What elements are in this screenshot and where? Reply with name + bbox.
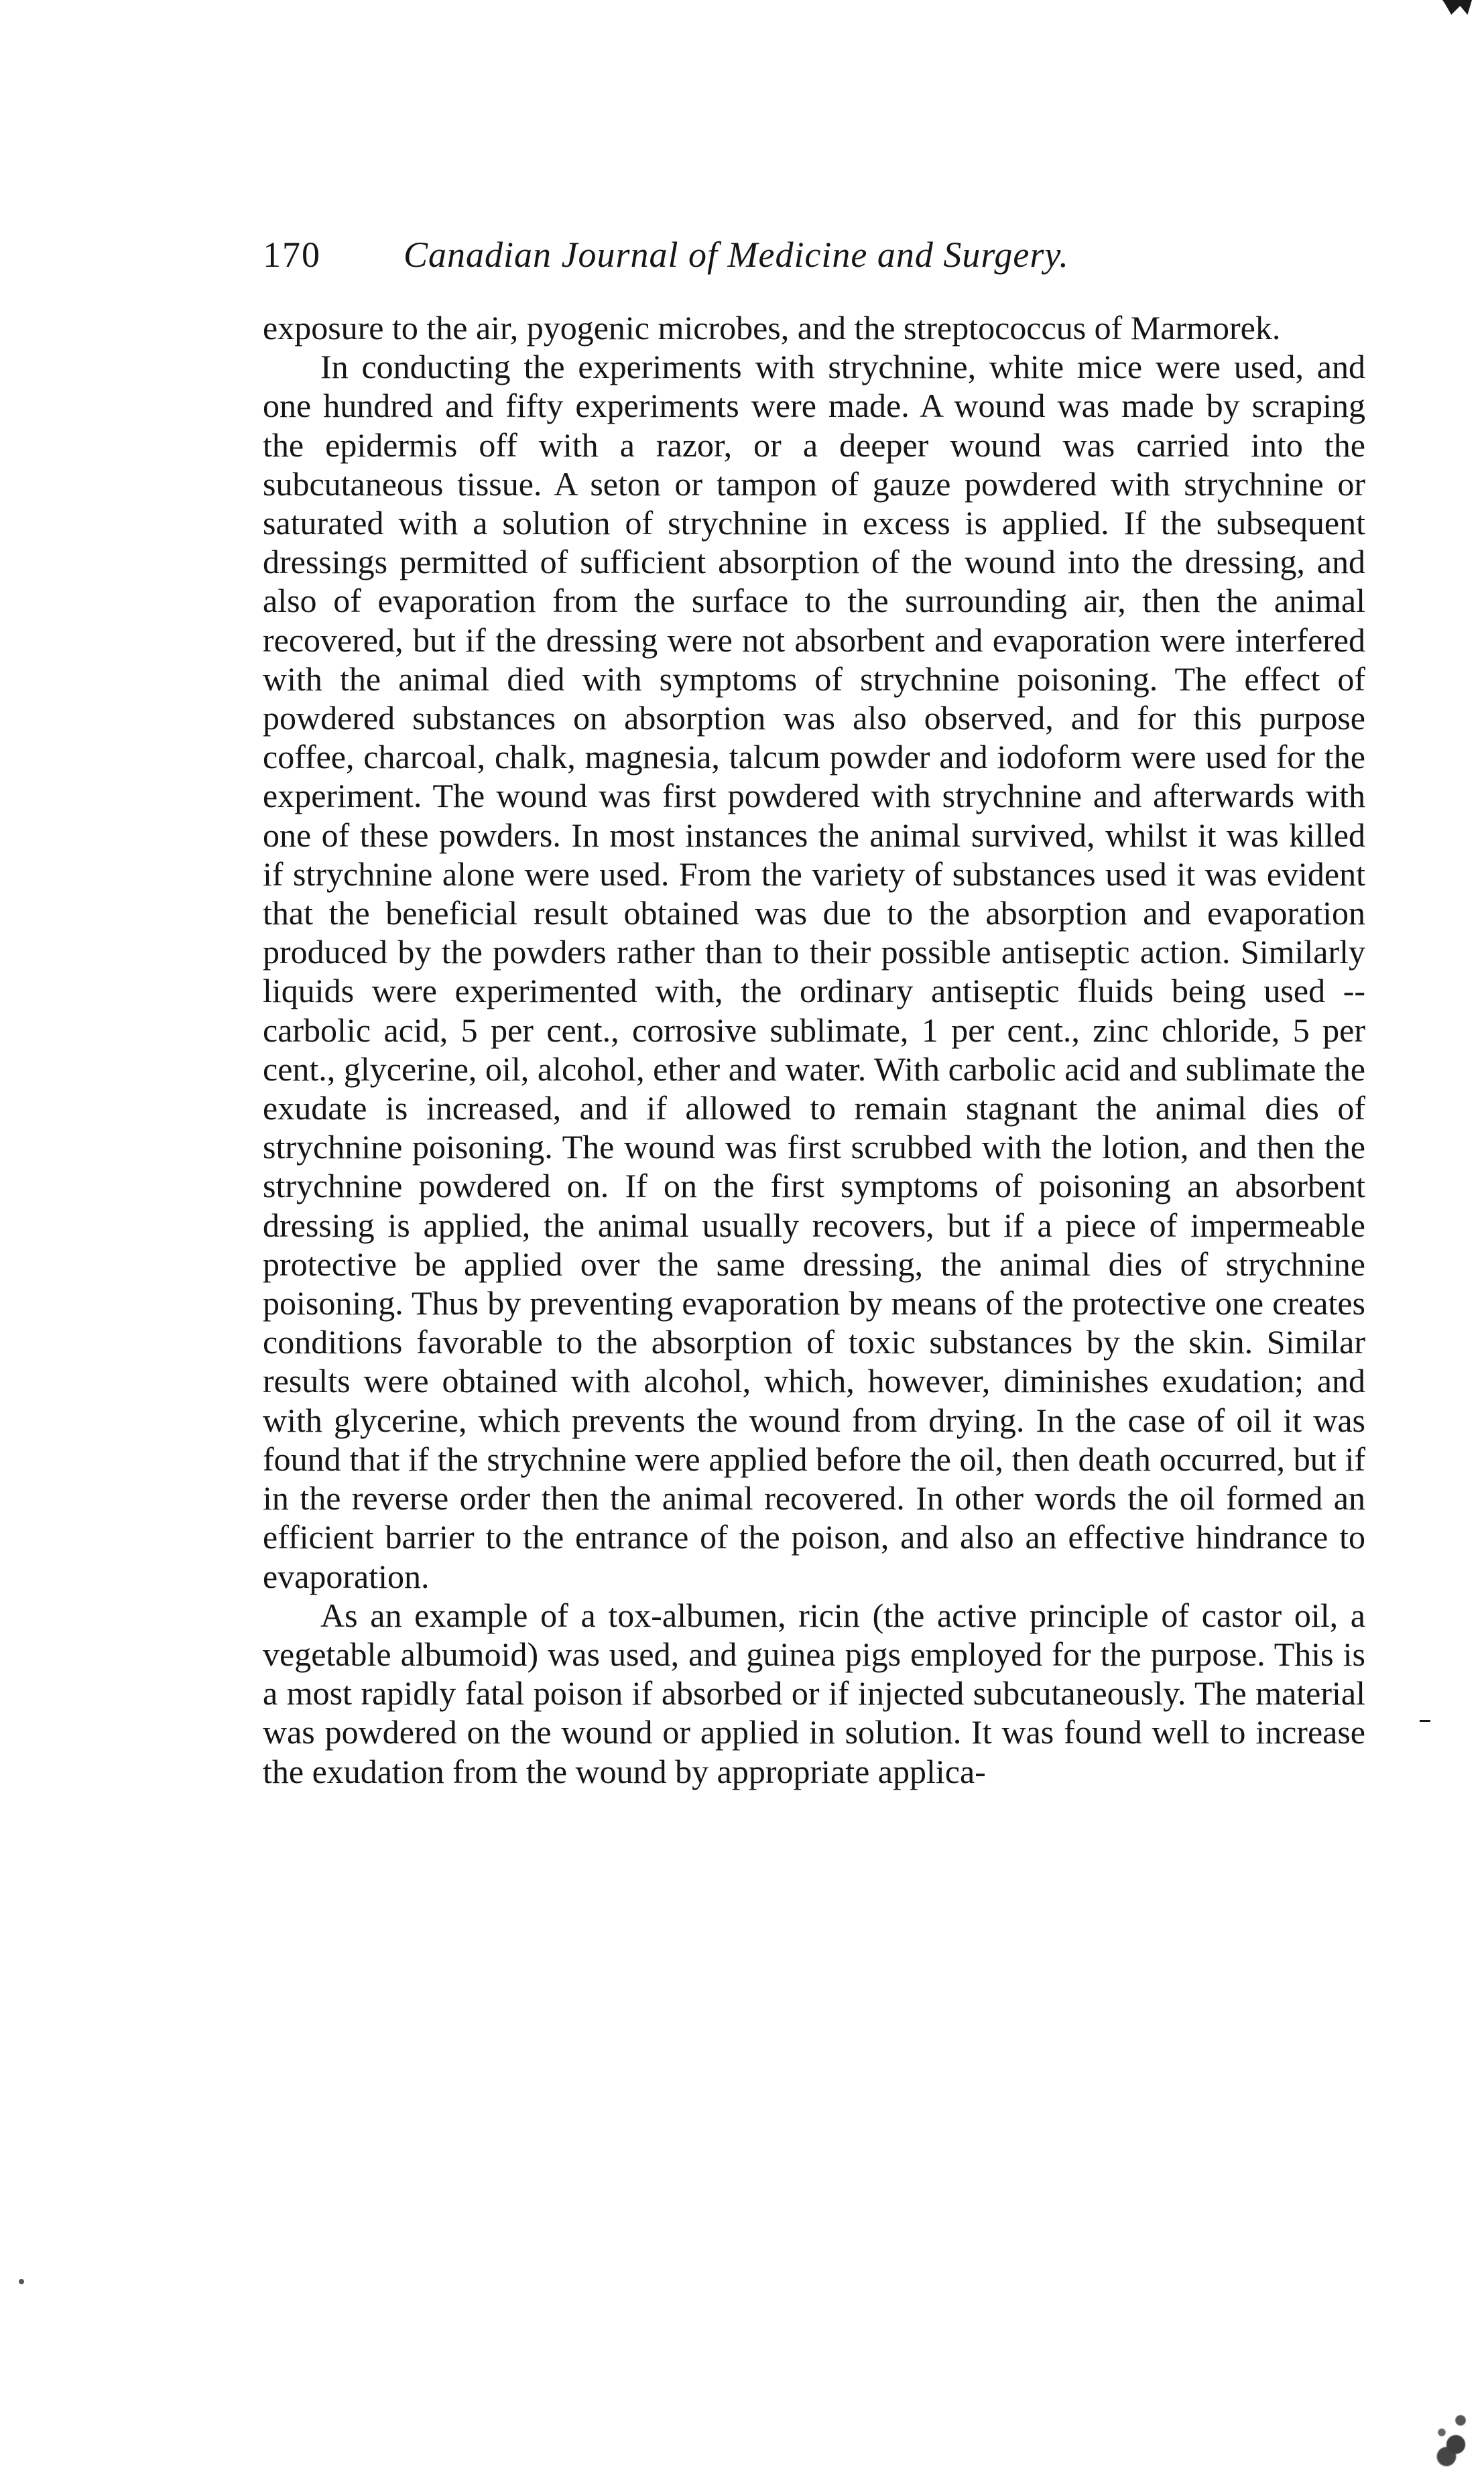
article-body [263, 308, 1365, 1791]
paragraph-ricin-experiments: As an example of a tox-albumen, ricin (the active principle of castor oil, a vegetable albumoid) was used, and guinea pigs employed for the purpose. This is a most rapidly fatal poison if absorbed or if injected subcutaneously. The material was powdered on the wound or applied in solution. It was found well to increase the exudation from the wound by appropriate applica- [263, 1596, 1365, 1790]
paragraph-strychnine-experiments: In conducting the experiments with strychnine, white mice were used, and one hundred and fifty experiments were made. A wound was made by scraping the epidermis off with a razor, or a deeper wound was carried into the subcutaneous tissue. A seton or tampon of gauze powdered with strychnine or saturated with a solution of strychnine in excess is applied. If the subsequent dressings permitted of sufficient absorption of the wound into the dressing, and also of evaporation from the surface to the surrounding air, then the animal recovered, but if the dressing were not absorbent and evaporation were interfered with the animal died with symptoms of strychnine poisoning. The effect of powdered substances on absorption was also observed, and for this purpose coffee, charcoal, chalk, magnesia, talcum powder and iodoform were used for the experiment. The wound was first powdered with strychnine and afterwards with one of these powders. In most instances the animal survived, whilst it was killed if strychnine alone were used. From the variety of substances used it was evident that the beneficial result obtained was due to the absorption and evaporation produced by the powders rather than to their possible antiseptic action. Similarly liquids were experimented with, the ordinary antiseptic fluids being used --carbolic acid, 5 per cent., corrosive sublimate, 1 per cent., zinc chloride, 5 per cent., glycerine, oil, alcohol, ether and water. With carbolic acid and sublimate the exudate is increased, and if allowed to remain stagnant the animal dies of strychnine poisoning. The wound was first scrubbed with the lotion, and then the strychnine powdered on. If on the first symptoms of poisoning an absorbent dressing is applied, the animal usually recovers, but if a piece of impermeable protective be applied over the same dressing, the animal dies of strychnine poisoning. Thus by preventing evaporation by means of the protective one creates conditions favorable to the absorption of toxic substances by the skin. Similar results were obtained with alcohol, which, however, diminishes exudation; and with glycerine, which prevents the wound from drying. In the case of oil it was found that if the strychnine were applied before the oil, then death occurred, but if in the reverse order then the animal recovered. In other words the oil formed an efficient barrier to the entrance of the poison, and also an effective hindrance to evaporation. [263, 348, 1365, 1595]
corner-ink-mark [1442, 0, 1472, 15]
running-header [263, 228, 1228, 282]
page-number: 170 [263, 235, 321, 275]
margin-dot-mark [19, 2279, 24, 2284]
corner-stain [1428, 2388, 1475, 2469]
margin-dash-mark [1420, 1720, 1430, 1722]
paragraph-continuation: exposure to the air, pyogenic microbes, and the streptococcus of Marmorek. [263, 309, 1281, 347]
running-title: Canadian Journal of Medicine and Surgery. [404, 235, 1069, 275]
